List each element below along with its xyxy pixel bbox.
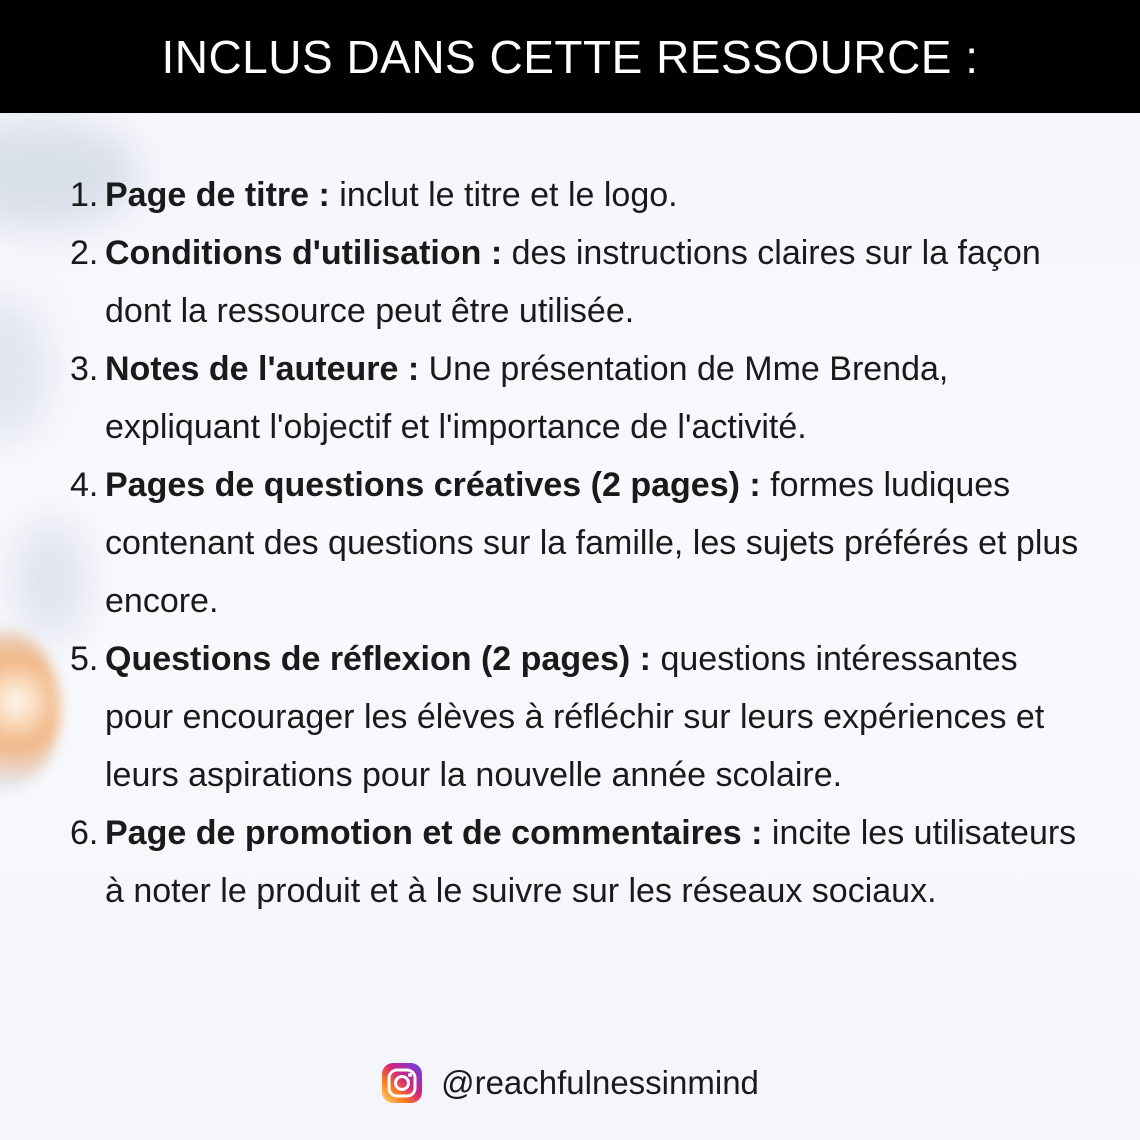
list-item xyxy=(0,166,1140,224)
instagram-handle[interactable]: @reachfulnessinmind xyxy=(441,1064,759,1101)
resource-list xyxy=(0,166,1140,920)
instagram-icon[interactable] xyxy=(381,1062,423,1104)
list-item-number: 3. xyxy=(70,350,99,388)
list-item-number: 4. xyxy=(70,466,99,504)
list-item-title: Notes de l'auteure : xyxy=(105,350,420,388)
list-item-title: Conditions d'utilisation : xyxy=(105,234,503,272)
list-item xyxy=(0,630,1140,804)
list-item-description: questions intéressantes pour encourager les élèves à réfléchir sur leurs expériences et leurs aspirations pour la nouvelle année scolaire. xyxy=(105,640,1045,794)
list-item-description: inclut le titre et le logo. xyxy=(329,176,678,214)
list-item-title: Pages de questions créatives (2 pages) : xyxy=(105,466,761,504)
list-item-number: 5. xyxy=(70,640,99,678)
list-item xyxy=(0,456,1140,630)
list-item-description: formes ludiques contenant des questions sur la famille, les sujets préférés et plus encore. xyxy=(105,466,1079,620)
list-item xyxy=(0,224,1140,340)
page-title: INCLUS DANS CETTE RESSOURCE : xyxy=(161,30,979,83)
list-item xyxy=(0,804,1140,920)
list-item-number: 2. xyxy=(70,234,99,272)
header-banner xyxy=(0,0,1140,113)
list-item-number: 1. xyxy=(70,176,99,214)
list-item-title: Page de promotion et de commentaires : xyxy=(105,814,763,852)
list-item-description: des instructions claires sur la façon dont la ressource peut être utilisée. xyxy=(105,234,1041,330)
list-item-number: 6. xyxy=(70,814,99,852)
list-item-title: Page de titre : xyxy=(105,176,330,214)
list-item-description: incite les utilisateurs à noter le produit et à le suivre sur les réseaux sociaux. xyxy=(105,814,1077,910)
footer xyxy=(0,1062,1140,1104)
list-item-description: Une présentation de Mme Brenda, expliquant l'objectif et l'importance de l'activité. xyxy=(105,350,949,446)
list-item xyxy=(0,340,1140,456)
list-item-title: Questions de réflexion (2 pages) : xyxy=(105,640,652,678)
